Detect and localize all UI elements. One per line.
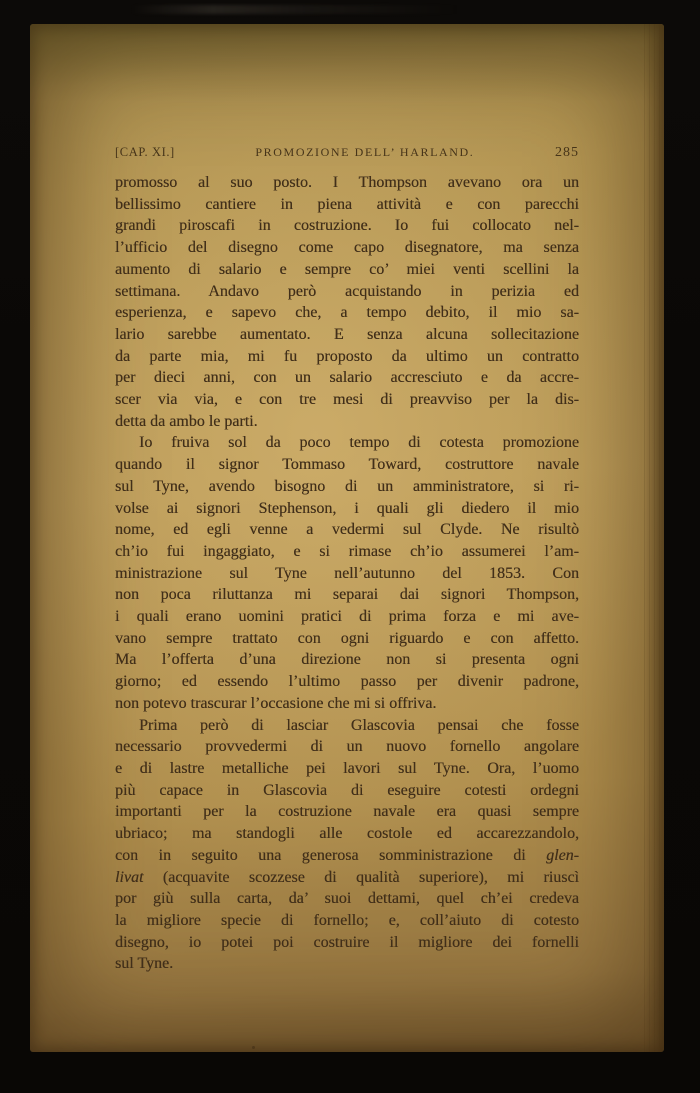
text-line: grandi piroscafi in costruzione. Io fui collocato nel-	[115, 217, 579, 235]
text-line: esperienza, e sapevo che, a tempo debito, il mio sa-	[115, 304, 579, 322]
page-content	[115, 145, 579, 975]
page-number: 285	[554, 145, 579, 160]
text-line: settimana. Andavo però acquistando in perizia ed	[115, 282, 579, 300]
text-line: aumento di salario e sempre co’ miei venti scellini la	[115, 260, 579, 278]
text-line: con in seguito una generosa somministrazione di glen-	[115, 846, 579, 864]
text-line: livat (acquavite scozzese di qualità superiore), mi riuscì	[115, 868, 579, 886]
scan-artifact-streak	[130, 5, 460, 14]
scan-artifact-dot	[252, 1046, 255, 1049]
text-line: sul Tyne.	[115, 955, 174, 973]
text-line: por giù sulla carta, da’ suoi dettami, quel ch’ei credeva	[115, 890, 579, 908]
text-line: più capace in Glascovia di eseguire cotesti ordegni	[115, 781, 579, 799]
text-line: necessario provvedermi di un nuovo fornello angolare	[115, 738, 579, 756]
text-line: importanti per la costruzione navale era quasi sempre	[115, 803, 579, 821]
text-line: la migliore specie di fornello; e, coll’aiuto di cotesto	[115, 911, 579, 929]
text-line: da parte mia, mi fu proposto da ultimo un contratto	[115, 347, 579, 365]
text-line: scer via via, e con tre mesi di preavviso per la dis-	[115, 391, 579, 409]
chapter-label: [CAP. XI.]	[115, 145, 175, 159]
text-line: i quali erano uomini pratici di prima forza e mi ave-	[115, 608, 579, 626]
text-block	[115, 172, 579, 975]
text-line: bellissimo cantiere in piena attività e con parecchi	[115, 195, 579, 213]
text-line: ministrazione sul Tyne nell’autunno del 1853. Con	[115, 564, 579, 582]
text-line: vano sempre trattato con ogni riguardo e con affetto.	[115, 629, 579, 647]
text-line: non poca riluttanza mi separai dai signori Thompson,	[115, 586, 579, 604]
text-line: lario sarebbe aumentato. E senza alcuna sollecitazione	[115, 325, 579, 343]
text-line: e di lastre metalliche pei lavori sul Tyne. Ora, l’uomo	[115, 759, 579, 777]
text-line: Prima però di lasciar Glascovia pensai che fosse	[139, 716, 579, 734]
running-header	[115, 145, 579, 161]
text-line: volse ai signori Stephenson, i quali gli diedero il mio	[115, 499, 579, 517]
book-paper	[30, 24, 664, 1052]
text-line: non potevo trascurar l’occasione che mi si offriva.	[115, 694, 437, 712]
text-line: ubriaco; ma standogli alle costole ed accarezzandolo,	[115, 825, 579, 843]
text-line: detta da ambo le parti.	[115, 412, 258, 430]
text-line: per dieci anni, con un salario accresciuto e da accre-	[115, 369, 579, 387]
text-line: Io fruiva sol da poco tempo di cotesta promozione	[139, 434, 579, 452]
text-line: promosso al suo posto. I Thompson avevano ora un	[115, 174, 579, 191]
text-line: Ma l’offerta d’una direzione non si presenta ogni	[115, 651, 579, 669]
text-line: l’ufficio del disegno come capo disegnatore, ma senza	[115, 239, 579, 257]
running-title: PROMOZIONE DELL’ HARLAND.	[255, 145, 475, 159]
text-line: sul Tyne, avendo bisogno di un amministratore, si ri-	[115, 477, 579, 495]
text-line: disegno, io potei poi costruire il migliore dei fornelli	[115, 933, 579, 951]
text-line: nome, ed egli venne a vedermi sul Clyde. Ne risultò	[115, 521, 579, 539]
text-line: ch’io fui ingaggiato, e si rimase ch’io assumerei l’am-	[115, 542, 579, 560]
text-line: giorno; ed essendo l’ultimo passo per divenir padrone,	[115, 673, 579, 691]
text-line: quando il signor Tommaso Toward, costruttore navale	[115, 456, 579, 474]
